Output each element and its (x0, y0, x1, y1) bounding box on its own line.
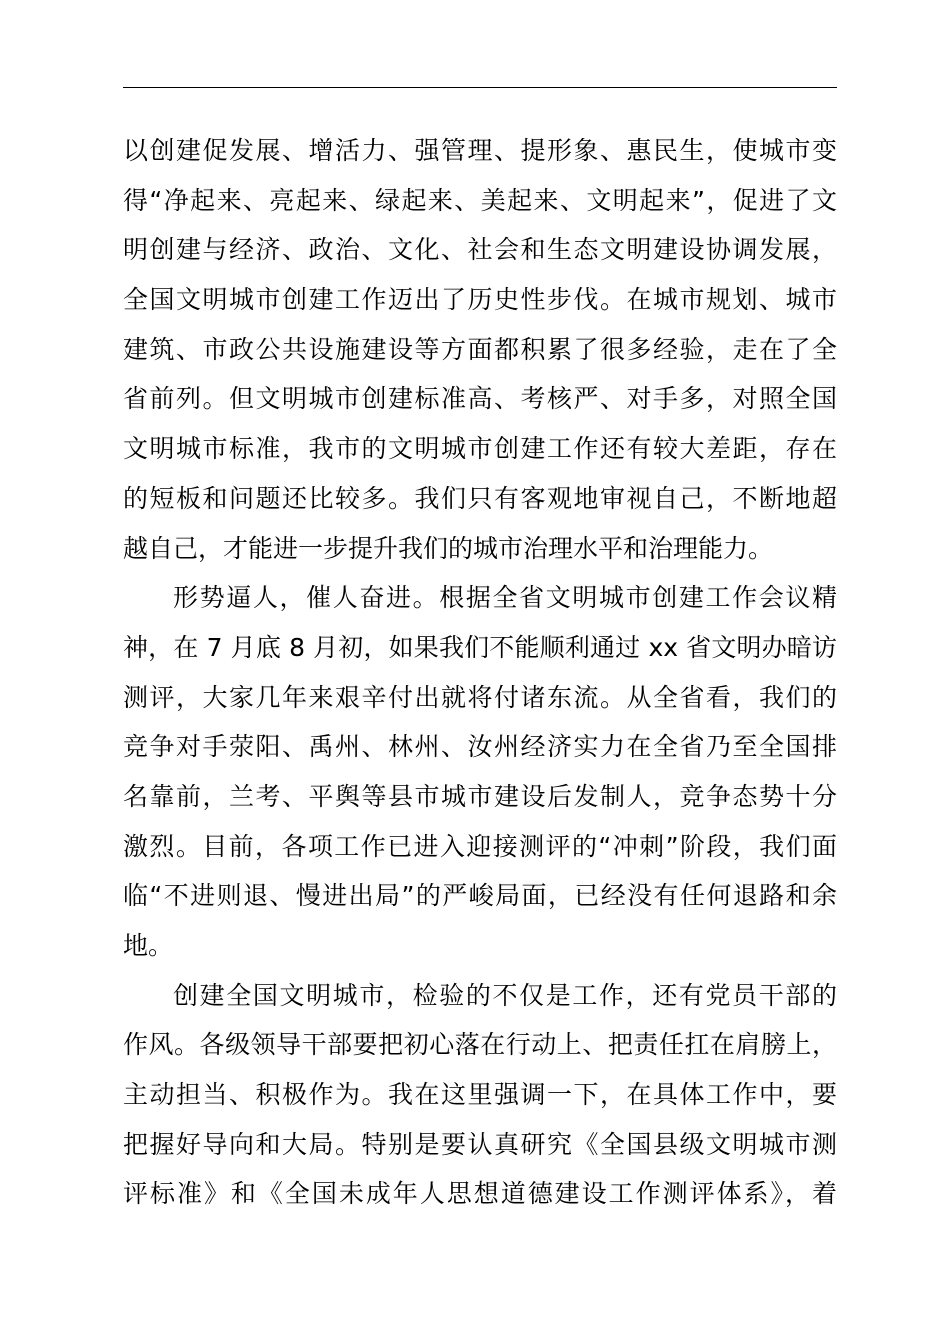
text-line: 竞争对手荥阳、禹州、林州、汝州经济实力在全省乃至全国排 (123, 732, 837, 762)
text-line: 文明城市标准，我市的文明城市创建工作还有较大差距，存在 (123, 434, 837, 464)
header-rule (123, 87, 837, 88)
text-line: 全国文明城市创建工作迈出了历史性步伐。在城市规划、城市 (123, 285, 837, 315)
text-line: 主动担当、积极作为。我在这里强调一下，在具体工作中，要 (123, 1080, 837, 1110)
body-text (123, 126, 837, 1219)
text-line: 临“不进则退、慢进出局”的严峻局面，已经没有任何退路和余 (123, 881, 837, 911)
text-line: 建筑、市政公共设施建设等方面都积累了很多经验，走在了全 (123, 334, 837, 364)
text-line: 评标准》和《全国未成年人思想道德建设工作测评体系》，着 (123, 1179, 837, 1209)
text-line: 省前列。但文明城市创建标准高、考核严、对手多，对照全国 (123, 384, 837, 414)
text-line: 得“净起来、亮起来、绿起来、美起来、文明起来”，促进了文 (123, 185, 837, 215)
text-line: 名靠前，兰考、平舆等县市城市建设后发制人，竞争态势十分 (123, 781, 837, 811)
text-line: 形势逼人，催人奋进。根据全省文明城市创建工作会议精 (173, 583, 837, 613)
text-line: 把握好导向和大局。特别是要认真研究《全国县级文明城市测 (123, 1129, 837, 1159)
text-line: 明创建与经济、政治、文化、社会和生态文明建设协调发展， (123, 235, 837, 265)
text-line: 地。 (123, 931, 174, 960)
text-line: 作风。各级领导干部要把初心落在行动上、把责任扛在肩膀上， (123, 1030, 837, 1060)
text-line: 以创建促发展、增活力、强管理、提形象、惠民生，使城市变 (123, 136, 837, 165)
text-line: 创建全国文明城市，检验的不仅是工作，还有党员干部的 (173, 980, 837, 1010)
text-line: 越自己，才能进一步提升我们的城市治理水平和治理能力。 (123, 533, 774, 563)
text-line: 的短板和问题还比较多。我们只有客观地审视自己，不断地超 (123, 483, 837, 513)
text-line: 神，在 7 月底 8 月初，如果我们不能顺利通过 xx 省文明办暗访 (123, 632, 837, 662)
text-line: 测评，大家几年来艰辛付出就将付诸东流。从全省看，我们的 (123, 682, 837, 712)
text-line: 激烈。目前，各项工作已进入迎接测评的“冲刺”阶段，我们面 (123, 831, 837, 861)
